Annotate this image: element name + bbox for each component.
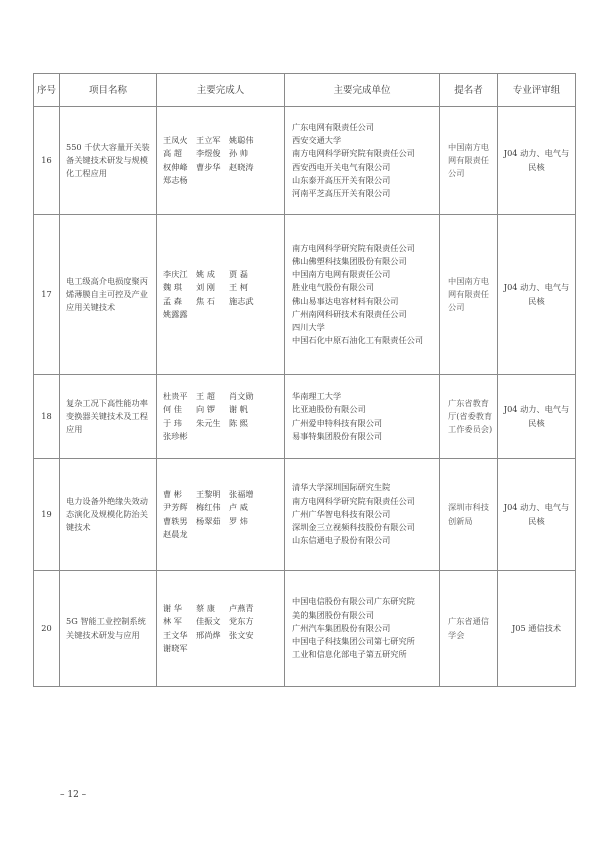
- person-name: 林 军: [163, 616, 182, 627]
- unit-name: 广东电网有限责任公司: [292, 121, 374, 132]
- unit-name: 比亚迪股份有限公司: [292, 404, 366, 415]
- person-name: 曹 彬: [163, 489, 182, 500]
- people-line: [163, 134, 281, 147]
- people-line: [163, 403, 281, 416]
- main-units-cell: [285, 375, 440, 459]
- person-name: 卢燕青: [229, 603, 254, 614]
- unit-name: 佛山佛塑科技集团股份有限公司: [292, 255, 407, 266]
- review-group: J05 通信技术: [498, 571, 576, 687]
- review-group: J04 动力、电气与民核: [498, 107, 576, 215]
- header-review-group: 专业评审组: [498, 74, 576, 107]
- person-name: 张珍彬: [163, 430, 188, 441]
- table-row: [34, 215, 576, 375]
- table-body: [34, 107, 576, 687]
- project-table: [33, 73, 576, 687]
- person-name: 赵晨龙: [163, 528, 188, 539]
- table-header-row: [34, 74, 576, 107]
- people-line: [163, 615, 281, 628]
- person-name: 孙 帅: [229, 148, 248, 159]
- person-name: 高 超: [163, 148, 182, 159]
- unit-name: 佛山易事达电容材料有限公司: [292, 295, 399, 306]
- page-number: – 12 –: [60, 790, 87, 800]
- person-name: 张福增: [229, 489, 254, 500]
- project-name: 复杂工况下高性能功率变换器关键技术及工程应用: [60, 375, 157, 459]
- people-line: [163, 602, 281, 615]
- person-name: 王 柯: [229, 282, 248, 293]
- person-name: 肖文勋: [229, 391, 254, 402]
- unit-name: 工业和信息化部电子第五研究所: [292, 649, 407, 660]
- table-row: [34, 459, 576, 571]
- unit-name: 南方电网科学研究院有限责任公司: [292, 495, 415, 506]
- nominator: 深圳市科技创新局: [440, 459, 498, 571]
- table-row: [34, 375, 576, 459]
- person-name: 李庆江: [163, 269, 188, 280]
- row-number: 18: [34, 375, 60, 459]
- unit-name: 广州广华智电科技有限公司: [292, 508, 391, 519]
- person-name: 权伸峰: [163, 161, 188, 172]
- main-units-cell: [285, 571, 440, 687]
- person-name: 向 锣: [196, 404, 215, 415]
- person-name: 曹步华: [196, 161, 221, 172]
- unit-name: 西安西电开关电气有限公司: [292, 161, 391, 172]
- people-line: [163, 161, 281, 174]
- person-name: 谢 帆: [229, 404, 248, 415]
- unit-name: 南方电网科学研究院有限责任公司: [292, 242, 415, 253]
- people-line: [163, 629, 281, 642]
- person-name: 焦 石: [196, 295, 215, 306]
- unit-name: 华南理工大学: [292, 391, 342, 402]
- people-line: [163, 501, 281, 514]
- unit-name: 中国南方电网有限责任公司: [292, 269, 391, 280]
- person-name: 朱元生: [196, 417, 221, 428]
- table-row: [34, 107, 576, 215]
- row-number: 19: [34, 459, 60, 571]
- main-people-cell: [157, 375, 285, 459]
- person-name: 王凤火: [163, 135, 188, 146]
- person-name: 梅红伟: [196, 502, 221, 513]
- people-line: [163, 268, 281, 281]
- unit-name: 广州汽车集团股份有限公司: [292, 622, 391, 633]
- person-name: 卢 威: [229, 502, 248, 513]
- person-name: 杨翠茹: [196, 515, 221, 526]
- person-name: 邢尚烨: [196, 629, 221, 640]
- person-name: 党东方: [229, 616, 254, 627]
- person-name: 佳振文: [196, 616, 221, 627]
- row-number: 16: [34, 107, 60, 215]
- nominator: 中国南方电网有限责任公司: [440, 215, 498, 375]
- header-project-name: 项目名称: [60, 74, 157, 107]
- people-line: [163, 417, 281, 430]
- header-main-people: 主要完成人: [157, 74, 285, 107]
- person-name: 王立军: [196, 135, 221, 146]
- people-line: [163, 488, 281, 501]
- person-name: 于 玮: [163, 417, 182, 428]
- unit-name: 广州爱申特科技有限公司: [292, 417, 383, 428]
- people-line: [163, 174, 281, 187]
- person-name: 谢晓军: [163, 642, 188, 653]
- unit-name: 中国电信股份有限公司广东研究院: [292, 596, 415, 607]
- unit-name: 广州南网科研技术有限责任公司: [292, 308, 407, 319]
- people-line: [163, 430, 281, 443]
- unit-name: 河南平芝高压开关有限公司: [292, 187, 391, 198]
- main-people-cell: [157, 107, 285, 215]
- project-name: 电力设备外绝缘失效动态演化及规模化防治关键技术: [60, 459, 157, 571]
- header-main-units: 主要完成单位: [285, 74, 440, 107]
- person-name: 贾 磊: [229, 269, 248, 280]
- person-name: 孟 森: [163, 295, 182, 306]
- person-name: 陈 熙: [229, 417, 248, 428]
- unit-name: 清华大学深圳国际研究生院: [292, 482, 391, 493]
- people-line: [163, 528, 281, 541]
- people-line: [163, 147, 281, 160]
- unit-name: 中国电子科技集团公司第七研究所: [292, 636, 415, 647]
- person-name: 赵晓涛: [229, 161, 254, 172]
- person-name: 谢 华: [163, 603, 182, 614]
- person-name: 魏 琪: [163, 282, 182, 293]
- main-people-cell: [157, 215, 285, 375]
- person-name: 李煜俊: [196, 148, 221, 159]
- person-name: 尹芳辉: [163, 502, 188, 513]
- person-name: 王 超: [196, 391, 215, 402]
- person-name: 姚 成: [196, 269, 215, 280]
- table-row: [34, 571, 576, 687]
- main-people-cell: [157, 571, 285, 687]
- people-line: [163, 642, 281, 655]
- unit-name: 易事特集团股份有限公司: [292, 430, 383, 441]
- project-name: 电工级高介电损度聚丙烯薄膜自主可控及产业应用关键技术: [60, 215, 157, 375]
- row-number: 17: [34, 215, 60, 375]
- header-nominator: 提名者: [440, 74, 498, 107]
- person-name: 刘 刚: [196, 282, 215, 293]
- unit-name: 深圳金三立视频科技股份有限公司: [292, 522, 415, 533]
- person-name: 姚聪伟: [229, 135, 254, 146]
- unit-name: 西安交通大学: [292, 135, 342, 146]
- person-name: 曹轶男: [163, 515, 188, 526]
- project-name: 5G 智能工业控制系统关键技术研发与应用: [60, 571, 157, 687]
- row-number: 20: [34, 571, 60, 687]
- nominator: 广东省教育厅(省委教育工作委员会): [440, 375, 498, 459]
- people-line: [163, 295, 281, 308]
- review-group: J04 动力、电气与民核: [498, 459, 576, 571]
- person-name: 张文安: [229, 629, 254, 640]
- unit-name: 中国石化中原石油化工有限责任公司: [292, 335, 424, 346]
- unit-name: 南方电网科学研究院有限责任公司: [292, 148, 415, 159]
- person-name: 郑志杨: [163, 174, 188, 185]
- person-name: 何 佳: [163, 404, 182, 415]
- person-name: 王文华: [163, 629, 188, 640]
- header-seq: 序号: [34, 74, 60, 107]
- review-group: J04 动力、电气与民核: [498, 375, 576, 459]
- people-line: [163, 281, 281, 294]
- unit-name: 美的集团股份有限公司: [292, 609, 374, 620]
- unit-name: 山东泰开高压开关有限公司: [292, 174, 391, 185]
- unit-name: 胜业电气股份有限公司: [292, 282, 374, 293]
- person-name: 姚露露: [163, 308, 188, 319]
- person-name: 杜贵平: [163, 391, 188, 402]
- person-name: 罗 炜: [229, 515, 248, 526]
- people-line: [163, 390, 281, 403]
- project-name: 550 千伏大容量开关装备关键技术研发与规模化工程应用: [60, 107, 157, 215]
- nominator: 中国南方电网有限责任公司: [440, 107, 498, 215]
- person-name: 施志武: [229, 295, 254, 306]
- main-units-cell: [285, 215, 440, 375]
- person-name: 王黎明: [196, 489, 221, 500]
- unit-name: 山东信通电子股份有限公司: [292, 535, 391, 546]
- main-units-cell: [285, 107, 440, 215]
- main-units-cell: [285, 459, 440, 571]
- person-name: 蔡 康: [196, 603, 215, 614]
- nominator: 广东省通信学会: [440, 571, 498, 687]
- people-line: [163, 308, 281, 321]
- people-line: [163, 515, 281, 528]
- main-people-cell: [157, 459, 285, 571]
- unit-name: 四川大学: [292, 321, 325, 332]
- review-group: J04 动力、电气与民核: [498, 215, 576, 375]
